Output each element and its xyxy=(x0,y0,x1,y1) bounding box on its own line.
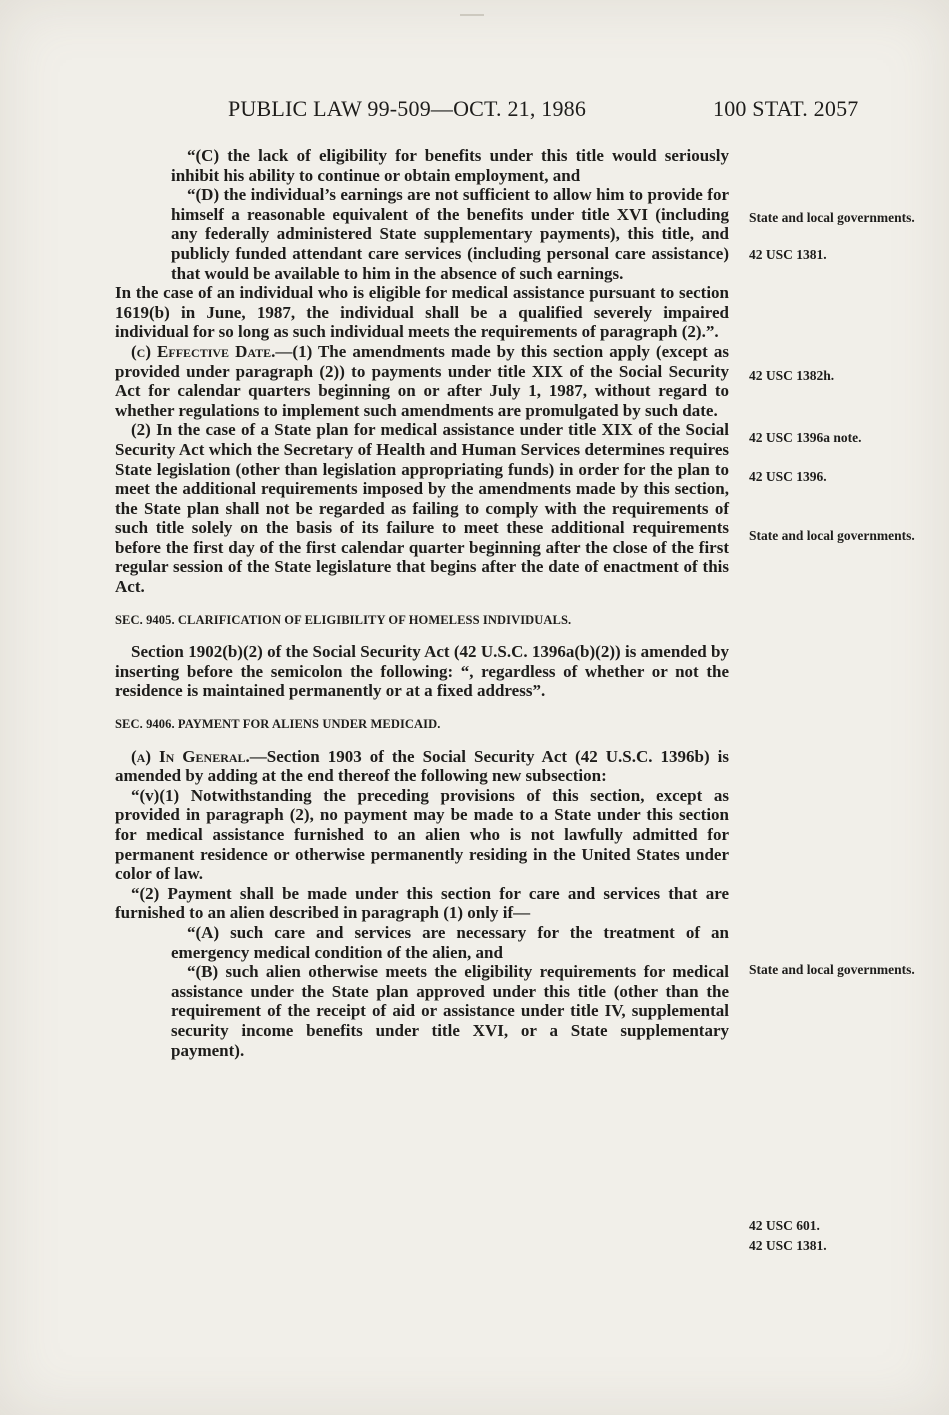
margin-note-state-local-3: State and local governments. xyxy=(749,962,915,977)
top-page-mark xyxy=(460,14,484,22)
clause-b-eligibility: “(B) such alien otherwise meets the eligibility requirements for medical assistance under the State plan approved under this title (other than the requirement of the receipt of aid or assistance under title IV, supplemental security income benefits under title XVI, or a State supplementary payment). xyxy=(171,962,729,1060)
margin-note-42usc1396: 42 USC 1396. xyxy=(749,469,827,484)
margin-note-42usc601: 42 USC 601. xyxy=(749,1218,820,1233)
clause-d: “(D) the individual’s earnings are not sufficient to allow him to provide for himself a reasonable equivalent of the benefits under title XVI (including any federally administered State supplementary payments), this title, and publicly funded attendant care services (including personal care assistance) that would be available to him in the absence of such earnings. xyxy=(171,185,729,283)
page-header-stat: 100 STAT. 2057 xyxy=(713,96,859,121)
section-9406-heading: SEC. 9406. PAYMENT FOR ALIENS UNDER MEDICAID. xyxy=(115,717,441,732)
paragraph-v1: “(v)(1) Notwithstanding the preceding provisions of this section, except as provided in paragraph (2), no payment may be made to a State under this section for medical assistance furnished to an alien who is not lawfully admitted for permanent residence or otherwise permanently residing in the United States under color of law. xyxy=(115,785,729,884)
margin-note-state-local-1: State and local governments. xyxy=(749,210,915,225)
margin-note-42usc1381-b: 42 USC 1381. xyxy=(749,1238,827,1253)
paragraph-v2: “(2) Payment shall be made under this section for care and services that are furnished to an alien described in paragraph (1) only if— xyxy=(115,883,729,923)
paragraph-1619b: In the case of an individual who is eligible for medical assistance pursuant to section 1619(b) in June, 1987, the individual shall be a qualified severely impaired individual for so long as such individual meets the requirements of paragraph (2).”. xyxy=(115,283,729,342)
clause-a-emergency: “(A) such care and services are necessary for the treatment of an emergency medical condition of the alien, and xyxy=(171,922,729,962)
subsection-c-effective-date xyxy=(115,342,729,420)
paragraph-2-state-plan: (2) In the case of a State plan for medical assistance under title XIX of the Social Security Act which the Secretary of Health and Human Services determines requires State legislation (other than legislation appropriating funds) in order for the plan to meet the additional requirements imposed by the amendments made by this section, the State plan shall not be regarded as failing to comply with the requirements of such title solely on the basis of its failure to meet these additional requirements before the first day of the first calendar quarter beginning after the close of the first regular session of the State legislature that begins after the date of enactment of this Act. xyxy=(115,420,729,597)
section-9405-text: Section 1902(b)(2) of the Social Security Act (42 U.S.C. 1396a(b)(2)) is amended by inserting before the semicolon the following: “, regardless of whether or not the residence is maintained permanently or at a fixed address”. xyxy=(115,642,729,701)
page-header-title: PUBLIC LAW 99-509—OCT. 21, 1986 xyxy=(228,96,587,121)
section-9405-heading: SEC. 9405. CLARIFICATION OF ELIGIBILITY OF HOMELESS INDIVIDUALS. xyxy=(115,612,572,627)
margin-note-42usc1382h: 42 USC 1382h. xyxy=(749,368,835,383)
effective-date-label: (c) Effective Date. xyxy=(131,341,276,361)
margin-note-state-local-2: State and local governments. xyxy=(749,528,915,543)
in-general-label: (a) In General. xyxy=(131,746,250,766)
clause-c: “(C) the lack of eligibility for benefits under this title would seriously inhibit his ability to continue or obtain employment, and xyxy=(171,146,729,185)
in-general-text: —Section 1903 of the Social Security Act (42 U.S.C. 1396b) is amended by adding at the end thereof the following new subsection: xyxy=(115,746,729,786)
margin-note-42usc1396a-note: 42 USC 1396a note. xyxy=(749,430,862,445)
effective-date-text: —(1) The amendments made by this section apply (except as provided under paragraph (2)) to payments under title XIX of the Social Security Act for calendar quarters beginning on or after July 1, 1987, without regard to whether regulations to implement such amendments are promulgated by such date. xyxy=(115,341,729,420)
margin-note-42usc1381-a: 42 USC 1381. xyxy=(749,247,827,262)
main-text-column xyxy=(115,146,729,1060)
subsection-a-in-general xyxy=(115,747,729,786)
